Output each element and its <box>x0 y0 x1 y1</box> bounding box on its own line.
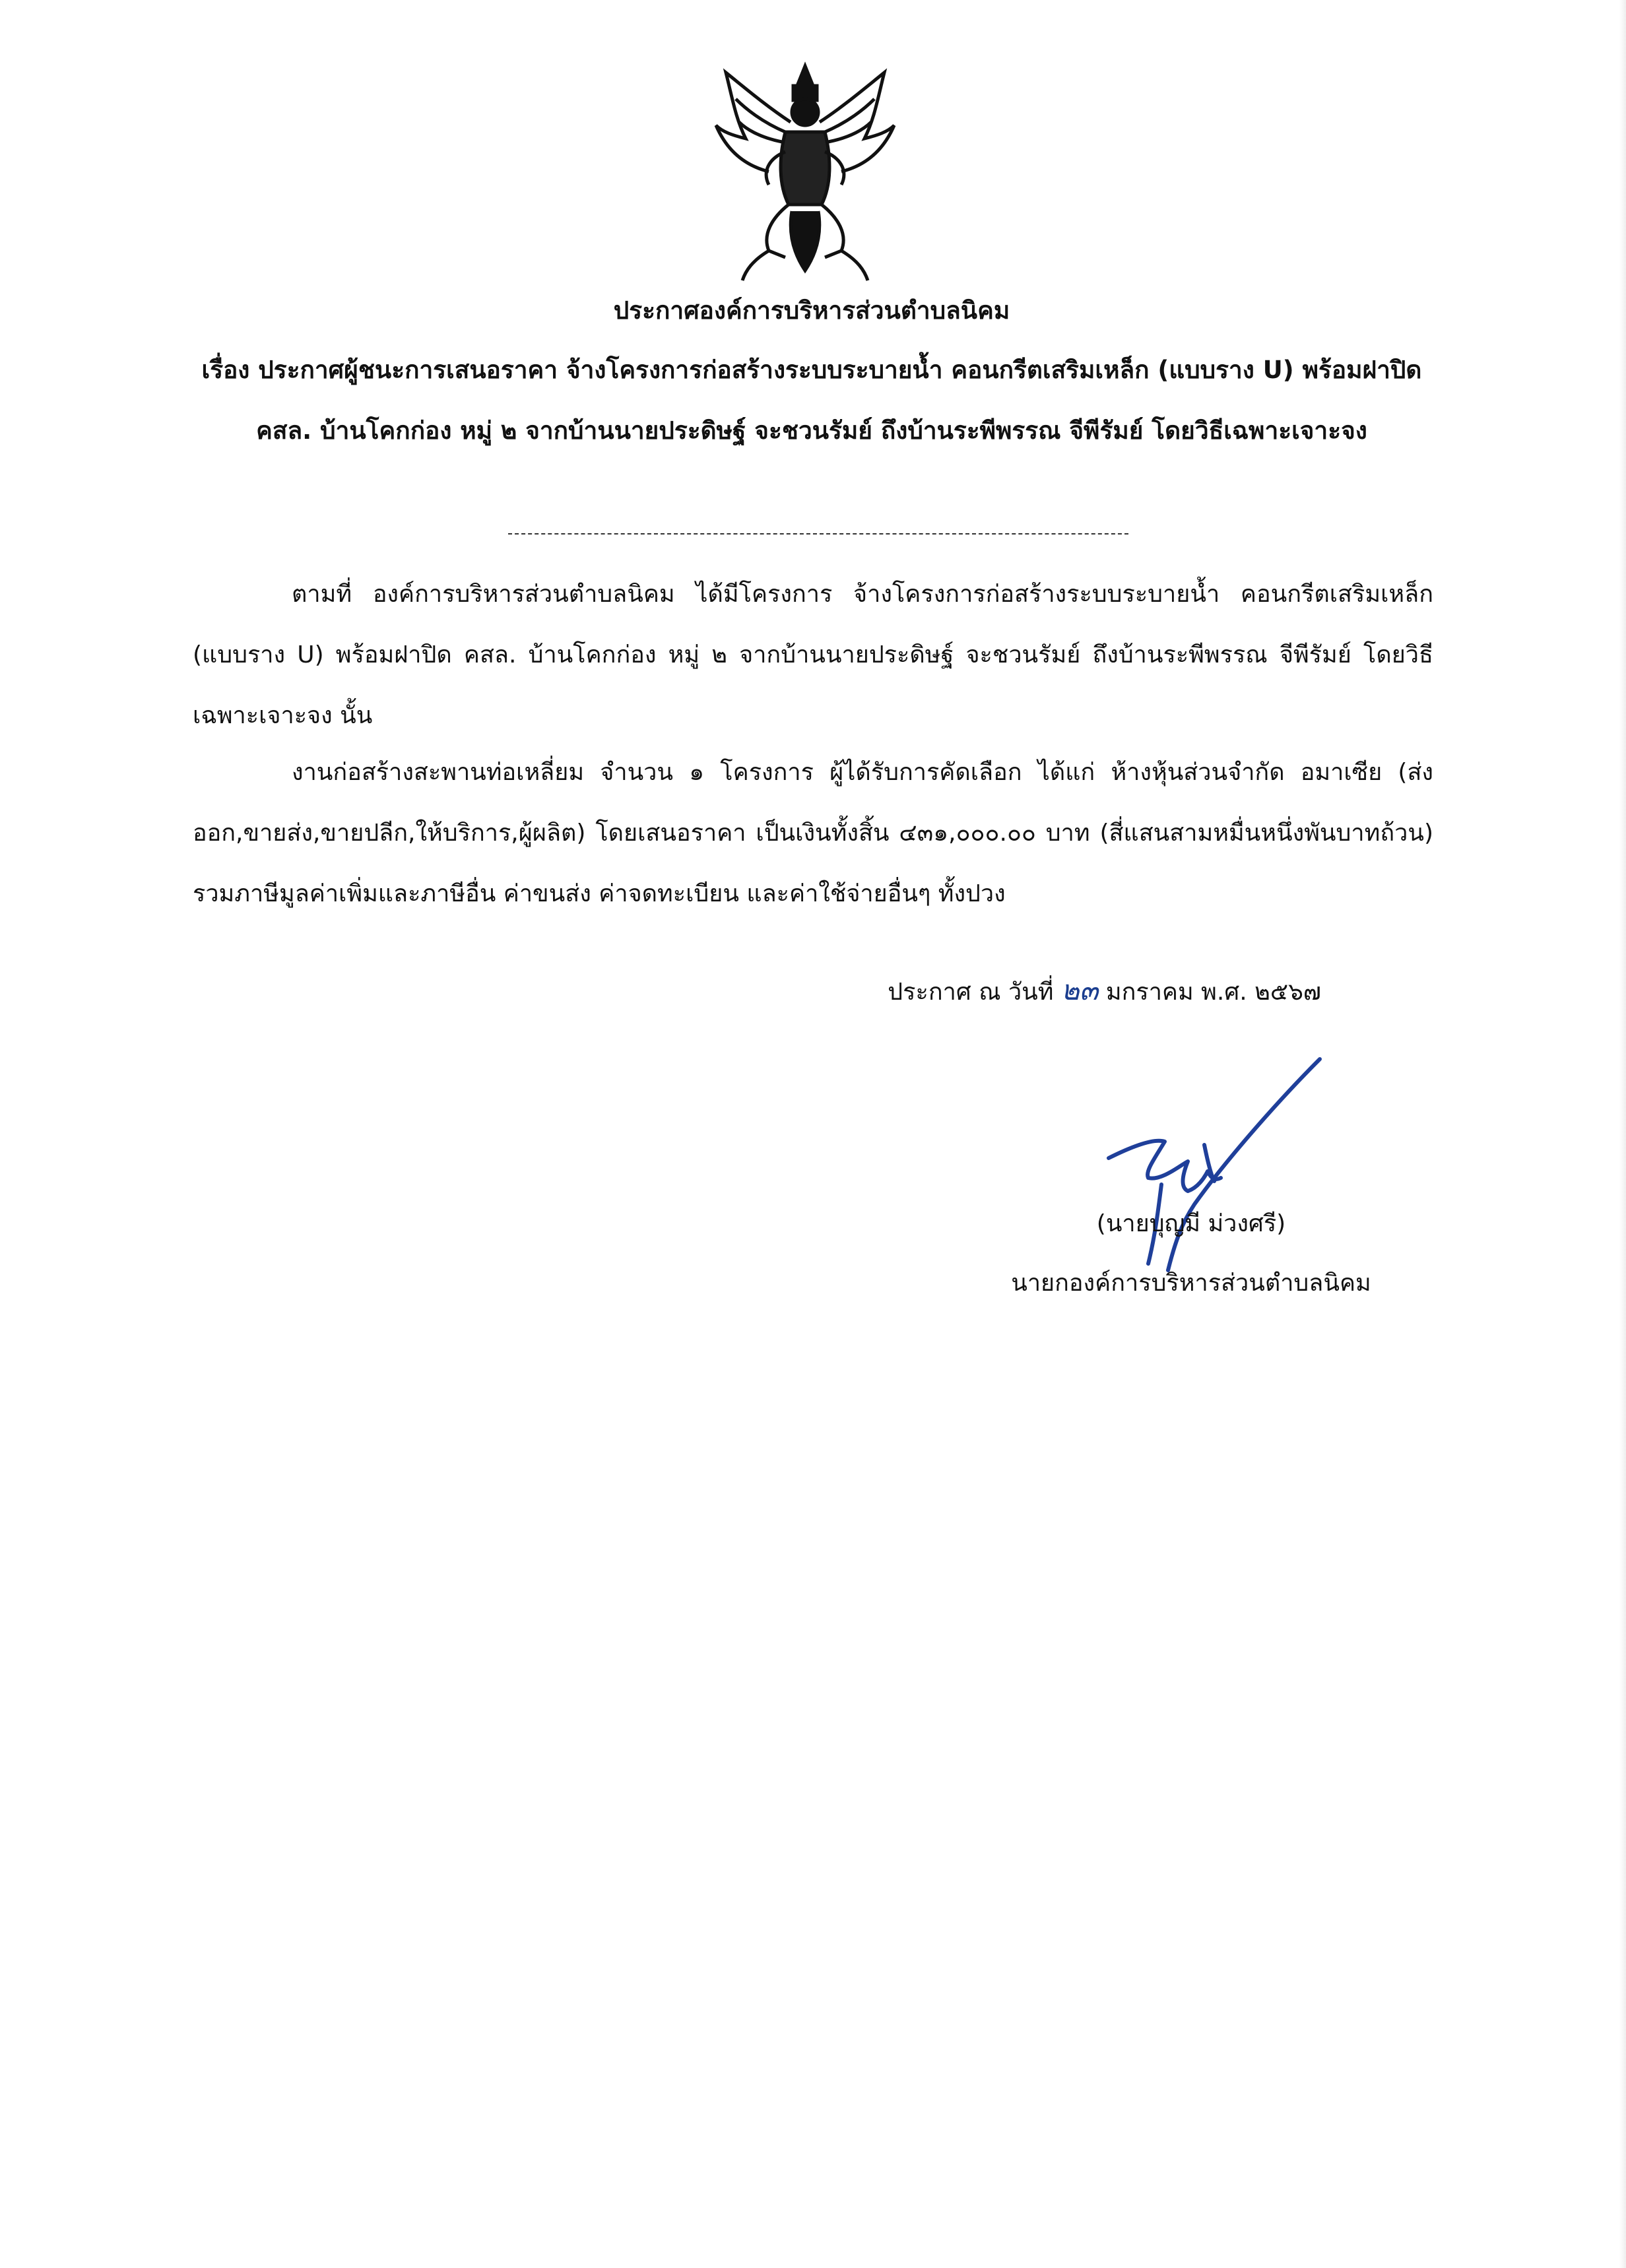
body-paragraph-1: ตามที่ องค์การบริหารส่วนตำบลนิคม ได้มีโครงการ จ้างโครงการก่อสร้างระบบระบายน้ำ คอนกรีตเสริมเหล็ก (แบบราง U) พร้อมฝาปิด คสล. บ้านโคกก่อง หมู่ ๒ จากบ้านนายประดิษฐ์ จะชวนรัมย์ ถึงบ้านระพีพรรณ จีพีรัมย์ โดยวิธีเฉพาะเจาะจง นั้น <box>193 581 1433 729</box>
garuda-emblem-icon <box>706 59 904 284</box>
agency-heading: ประกาศองค์การบริหารส่วนตำบลนิคม <box>613 296 1010 325</box>
announcement-month-year: มกราคม พ.ศ. ๒๕๖๗ <box>1105 979 1321 1006</box>
announcement-prefix: ประกาศ ณ วันที่ <box>888 979 1054 1006</box>
dashed-divider <box>508 533 1128 535</box>
signer-name: (นายบุญมี ม่วงศรี) <box>1096 1210 1286 1237</box>
body-paragraph-2: งานก่อสร้างสะพานท่อเหลี่ยม จำนวน ๑ โครงการ ผู้ได้รับการคัดเลือก ได้แก่ ห้างหุ้นส่วนจำกัด อมาเซีย (ส่งออก,ขายส่ง,ขายปลีก,ให้บริการ,ผู้ผลิต) โดยเสนอราคา เป็นเงินทั้งสิ้น ๔๓๑,๐๐๐.๐๐ บาท (สี่แสนสามหมื่นหนึ่งพันบาทถ้วน) รวมภาษีมูลค่าเพิ่มและภาษีอื่น ค่าขนส่ง ค่าจดทะเบียน และค่าใช้จ่ายอื่นๆ ทั้งปวง <box>193 759 1433 907</box>
subject-heading: เรื่อง ประกาศผู้ชนะการเสนอราคา จ้างโครงการก่อสร้างระบบระบายน้ำ คอนกรีตเสริมเหล็ก (แบบราง U) พร้อมฝาปิด คสล. บ้านโคกก่อง หมู่ ๒ จากบ้านนายประดิษฐ์ จะชวนรัมย์ ถึงบ้านระพีพรรณ จีพีรัมย์ โดยวิธีเฉพาะเจาะจง <box>201 356 1422 445</box>
page-edge-shadow <box>1619 0 1626 2268</box>
announcement-day: ๒๓ <box>1060 974 1099 1006</box>
announcement-date-line <box>888 960 1321 1023</box>
signer-title: นายกองค์การบริหารส่วนตำบลนิคม <box>1011 1270 1371 1297</box>
